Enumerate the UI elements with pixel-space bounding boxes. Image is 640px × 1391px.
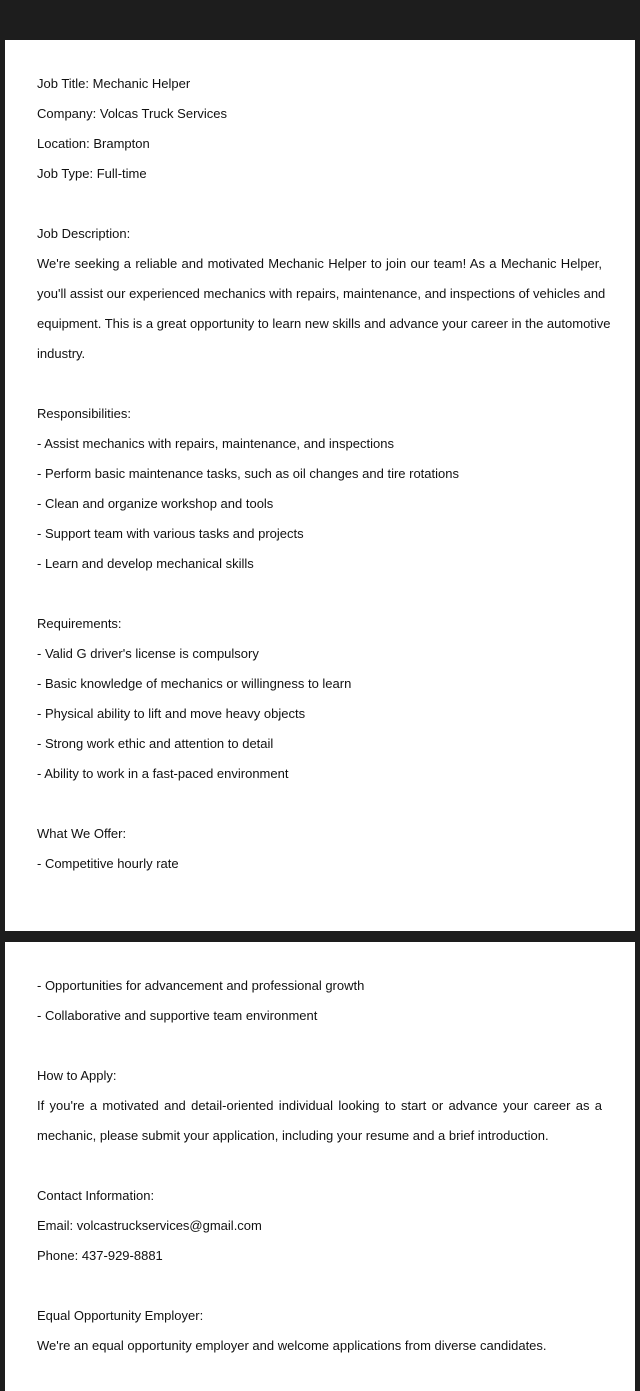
responsibility-item: - Support team with various tasks and projects (37, 526, 304, 541)
responsibility-item: - Perform basic maintenance tasks, such as oil changes and tire rotations (37, 466, 459, 481)
description-line: you'll assist our experienced mechanics with repairs, maintenance, and inspections of vehicles and (37, 286, 606, 301)
requirement-item: - Strong work ethic and attention to detail (37, 736, 274, 751)
description-line: industry. (37, 346, 86, 361)
responsibility-item: - Learn and develop mechanical skills (37, 556, 254, 571)
requirements-heading: Requirements: (37, 616, 122, 631)
description-line: We're seeking a reliable and motivated Mechanic Helper to join our team! As a Mechanic Helper, (37, 256, 602, 271)
eoe-text: We're an equal opportunity employer and welcome applications from diverse candidates. (37, 1338, 547, 1353)
contact-phone: Phone: 437-929-8881 (37, 1248, 163, 1263)
apply-heading: How to Apply: (37, 1068, 117, 1083)
offer-item: - Collaborative and supportive team environment (37, 1008, 318, 1023)
job-location: Location: Brampton (37, 136, 150, 151)
document-page-2 (5, 942, 635, 1391)
contact-email: Email: volcastruckservices@gmail.com (37, 1218, 262, 1233)
description-line: equipment. This is a great opportunity to learn new skills and advance your career in the automotive (37, 316, 611, 331)
eoe-heading: Equal Opportunity Employer: (37, 1308, 204, 1323)
company-name: Company: Volcas Truck Services (37, 106, 228, 121)
responsibility-item: - Clean and organize workshop and tools (37, 496, 274, 511)
job-type: Job Type: Full-time (37, 166, 147, 181)
requirement-item: - Basic knowledge of mechanics or willingness to learn (37, 676, 352, 691)
apply-line: If you're a motivated and detail-oriented individual looking to start or advance your career as a (37, 1098, 602, 1113)
requirement-item: - Valid G driver's license is compulsory (37, 646, 259, 661)
requirement-item: - Ability to work in a fast-paced environment (37, 766, 289, 781)
responsibility-item: - Assist mechanics with repairs, maintenance, and inspections (37, 436, 394, 451)
responsibilities-heading: Responsibilities: (37, 406, 131, 421)
offer-item: - Opportunities for advancement and professional growth (37, 978, 365, 993)
offer-item: - Competitive hourly rate (37, 856, 179, 871)
requirement-item: - Physical ability to lift and move heavy objects (37, 706, 306, 721)
description-heading: Job Description: (37, 226, 131, 241)
apply-line: mechanic, please submit your application, including your resume and a brief introduction. (37, 1128, 549, 1143)
offer-heading: What We Offer: (37, 826, 127, 841)
job-title: Job Title: Mechanic Helper (37, 76, 191, 91)
document-page-1 (5, 40, 635, 931)
contact-heading: Contact Information: (37, 1188, 155, 1203)
